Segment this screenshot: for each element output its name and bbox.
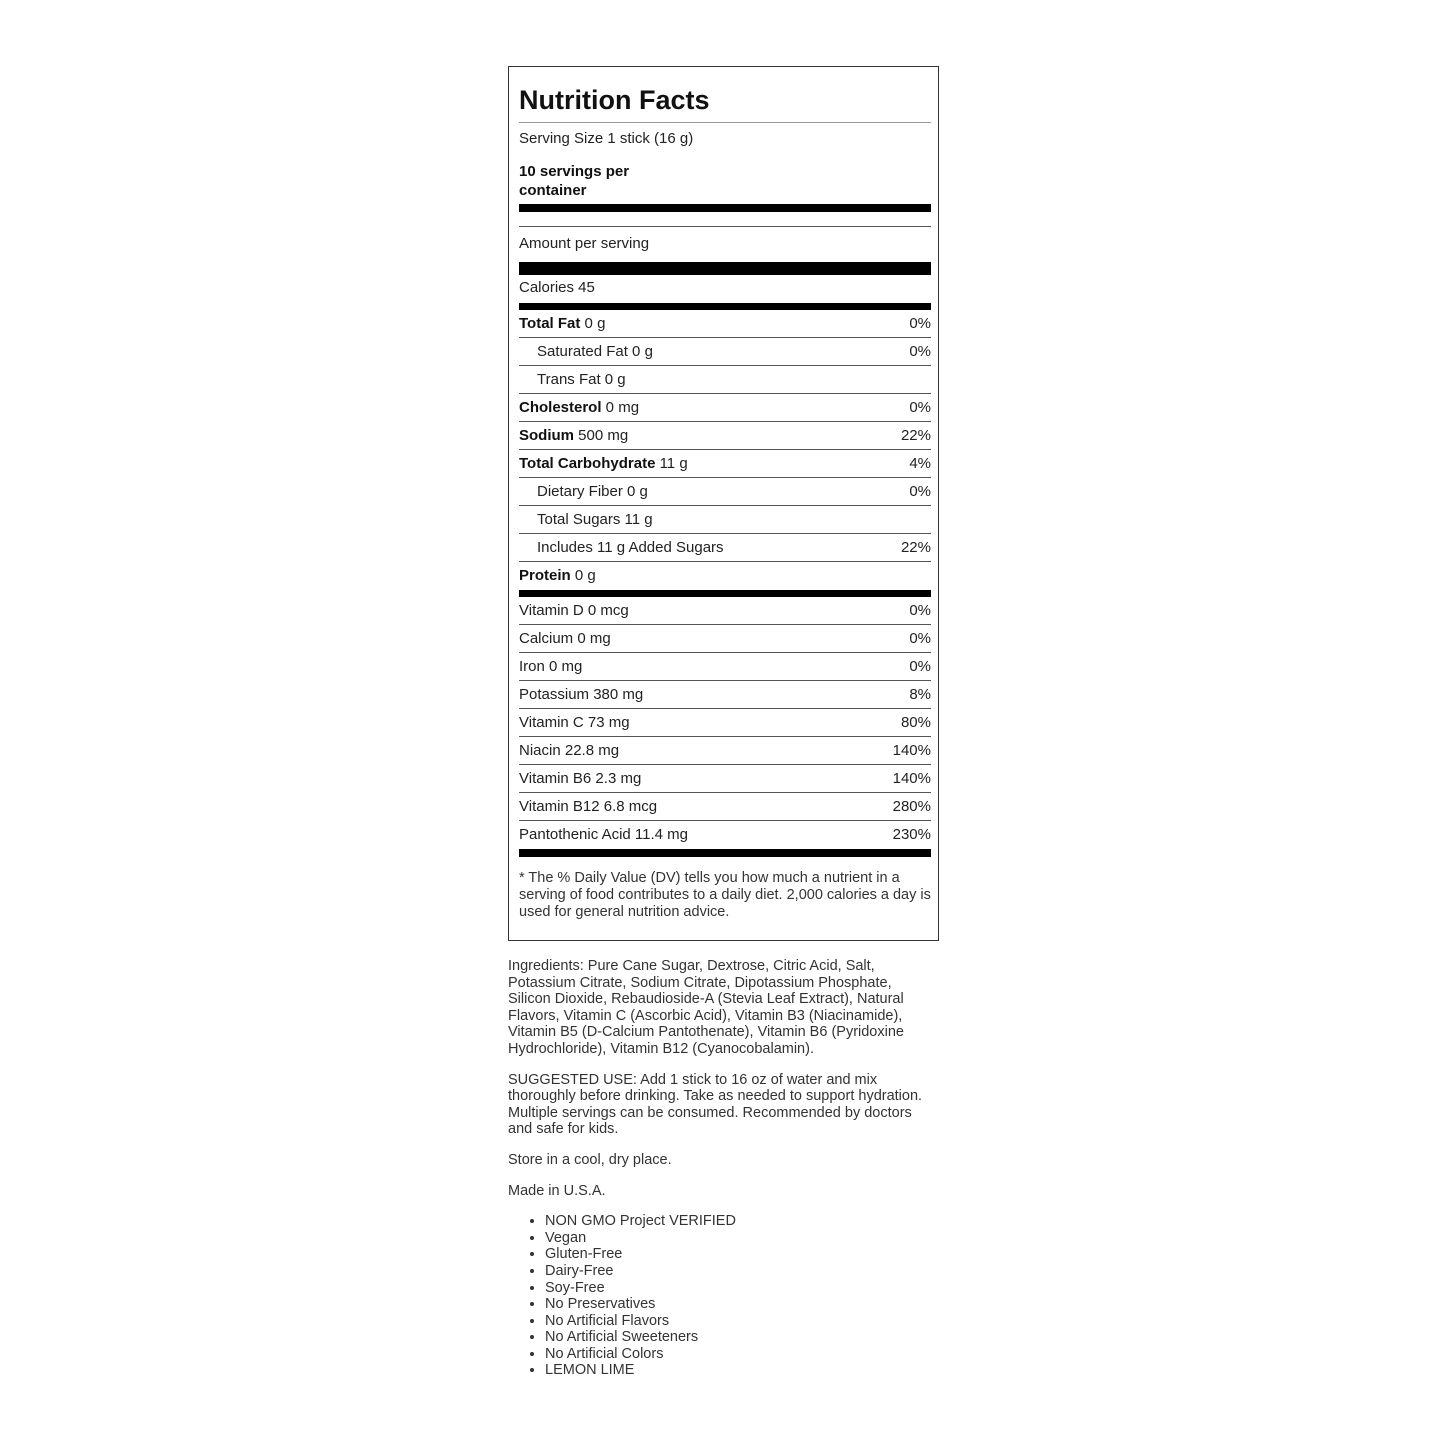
claim-item: • No Artificial Flavors <box>545 1313 928 1330</box>
claim-item: • No Preservatives <box>545 1296 928 1313</box>
product-details <box>508 958 928 1379</box>
nutrient-row-added-sugars <box>519 534 931 562</box>
thick-divider <box>519 303 931 310</box>
vitamin-row <box>519 765 931 793</box>
vitamin-name: Calcium 0 mg <box>519 630 611 647</box>
nutrient-name: Total Fat <box>519 315 581 332</box>
vitamin-row <box>519 681 931 709</box>
nutrient-dv: 22% <box>900 539 931 556</box>
vitamin-dv: 8% <box>909 686 931 703</box>
claim-item: • No Artificial Sweeteners <box>545 1329 928 1346</box>
nutrient-amount: 11 g <box>620 511 653 528</box>
vitamin-row <box>519 597 931 625</box>
nutrient-row-trans-fat <box>519 366 931 394</box>
ingredients-text: Ingredients: Pure Cane Sugar, Dextrose, Citric Acid, Salt, Potassium Citrate, Sodium Citrate, Dipotassium Phosphate, Silicon Dioxide, Rebaudioside-A (Stevia Leaf Extract), Natural Flavors, Vitamin C (Ascorbic Acid), Vitamin B3 (Niacinamide), Vitamin B5 (D-Calcium Pantothenate), Vitamin B6 (Pyridoxine Hydrochloride), Vitamin B12 (Cyanocobalamin). <box>508 958 904 1057</box>
vitamin-row <box>519 793 931 821</box>
claim-item: • Vegan <box>545 1230 928 1247</box>
nutrient-name: Protein <box>519 567 571 584</box>
vitamin-row <box>519 821 931 849</box>
nutrient-amount: 11 g <box>655 455 688 472</box>
nutrient-dv: 0% <box>909 399 931 416</box>
daily-value-footnote: * The % Daily Value (DV) tells you how much a nutrient in a serving of food contributes to a daily diet. 2,000 calories a day is used for general nutrition advice. <box>519 870 931 920</box>
vitamin-name: Vitamin C 73 mg <box>519 714 630 731</box>
vitamin-dv: 0% <box>909 602 931 619</box>
nutrient-name: Cholesterol <box>519 399 602 416</box>
vitamin-row <box>519 625 931 653</box>
serving-size: Serving Size 1 stick (16 g) <box>519 130 694 147</box>
nutrient-list <box>519 310 931 590</box>
thick-divider <box>519 849 931 857</box>
vitamin-name: Potassium 380 mg <box>519 686 644 703</box>
vitamin-name: Vitamin B12 6.8 mcg <box>519 798 658 815</box>
storage-text: Store in a cool, dry place. <box>508 1151 672 1168</box>
claim-item: • Gluten-Free <box>545 1246 928 1263</box>
nutrient-amount: 0 g <box>622 483 648 500</box>
vitamin-name: Pantothenic Acid 11.4 mg <box>519 826 688 843</box>
servings-per-container: 10 servings per container <box>519 163 630 199</box>
nutrient-amount: 0 mg <box>601 399 640 416</box>
claim-item: • LEMON LIME <box>545 1362 928 1379</box>
vitamin-dv: 140% <box>892 742 931 759</box>
vitamin-row <box>519 737 931 765</box>
nutrition-title: Nutrition Facts <box>519 85 710 115</box>
nutrient-row-sodium <box>519 422 931 450</box>
vitamin-name: Niacin 22.8 mg <box>519 742 620 759</box>
nutrient-amount: 500 mg <box>574 427 629 444</box>
vitamin-name: Iron 0 mg <box>519 658 583 675</box>
thick-divider <box>519 590 931 597</box>
vitamin-dv: 80% <box>900 714 931 731</box>
nutrient-row-cholesterol <box>519 394 931 422</box>
vitamin-dv: 0% <box>909 658 931 675</box>
suggested-use-text: SUGGESTED USE: Add 1 stick to 16 oz of water and mix thoroughly before drinking. Take as needed to support hydration. Multiple servings can be consumed. Recommended by doctors and safe for kids. <box>508 1071 923 1138</box>
origin-text: Made in U.S.A. <box>508 1182 606 1199</box>
thick-divider <box>519 262 931 275</box>
vitamin-row <box>519 653 931 681</box>
nutrient-dv: 0% <box>909 343 931 360</box>
amount-per-serving: Amount per serving <box>519 235 650 252</box>
nutrient-row-saturated-fat <box>519 338 931 366</box>
vitamin-dv: 280% <box>892 798 931 815</box>
vitamin-row <box>519 709 931 737</box>
vitamin-dv: 0% <box>909 630 931 647</box>
nutrient-row-total-carbohydrate <box>519 450 931 478</box>
vitamin-dv: 140% <box>892 770 931 787</box>
vitamin-name: Vitamin B6 2.3 mg <box>519 770 642 787</box>
nutrient-name: Trans Fat 0 g <box>537 371 626 388</box>
nutrient-dv: 22% <box>900 427 931 444</box>
vitamin-name: Vitamin D 0 mcg <box>519 602 629 619</box>
claim-item: • Dairy-Free <box>545 1263 928 1280</box>
nutrient-name: Saturated Fat 0 g <box>537 343 653 360</box>
nutrient-row-protein <box>519 562 931 590</box>
nutrient-dv: 0% <box>909 315 931 332</box>
nutrient-name: Total Carbohydrate <box>519 455 656 472</box>
claim-item: • No Artificial Colors <box>545 1346 928 1363</box>
vitamin-list <box>519 597 931 849</box>
claims-list <box>508 1213 928 1379</box>
nutrient-dv: 4% <box>909 455 931 472</box>
nutrient-row-total-sugars <box>519 506 931 534</box>
thick-divider <box>519 204 931 212</box>
claim-item: • Soy-Free <box>545 1280 928 1297</box>
nutrient-row-dietary-fiber <box>519 478 931 506</box>
nutrient-row-total-fat <box>519 310 931 338</box>
vitamin-dv: 230% <box>892 826 931 843</box>
nutrient-name: Total Sugars <box>537 511 621 528</box>
nutrient-name: Includes 11 g Added Sugars <box>537 539 724 556</box>
nutrition-facts-content <box>519 67 931 921</box>
nutrient-dv: 0% <box>909 483 931 500</box>
calories: Calories 45 <box>519 279 595 296</box>
nutrient-amount: 0 g <box>580 315 606 332</box>
nutrient-name: Sodium <box>519 427 574 444</box>
nutrient-name: Dietary Fiber <box>537 483 623 500</box>
claim-item: • NON GMO Project VERIFIED <box>545 1213 928 1230</box>
nutrition-facts-panel <box>508 66 939 941</box>
nutrient-amount: 0 g <box>570 567 596 584</box>
